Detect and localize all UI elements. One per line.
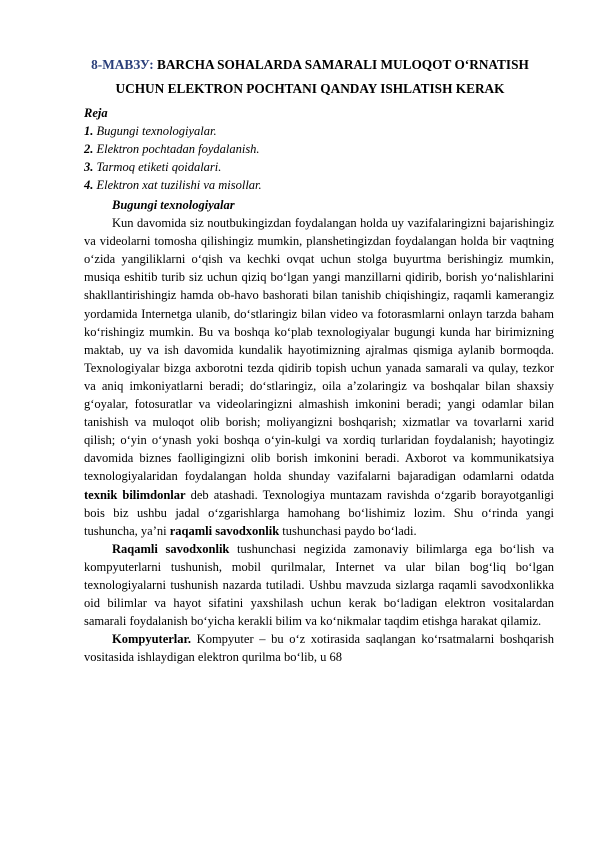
plan-item: 4. Elektron xat tuzilishi va misollar.	[84, 178, 262, 192]
plan-heading: Reja	[84, 106, 108, 120]
topic-number: 8-МАВЗУ:	[91, 57, 154, 72]
term-bold: Kompyuterlar.	[112, 632, 192, 647]
term-bold: raqamli savodxonlik	[169, 523, 280, 538]
term-bold: Raqamli savodxonlik	[112, 541, 230, 556]
section-heading: Bugungi texnologiyalar	[112, 198, 235, 212]
topic-title-text-1: BARCHA SOHALARDA SAMARALI MULOQOT O‘RNATISH	[156, 57, 529, 72]
plan-item: 1. Bugungi texnologiyalar.	[84, 124, 217, 138]
paragraph: Kun davomida siz noutbukingizdan foydalangan holda uy vazifalaringizni bajarishingiz va videolarni tomosha qilishingiz mumkin, planshetingizdan foydalangan holda bir vaqtning o‘zida yangiliklarni o‘qish va kechki ovqat uchun stolga buyurtma berishingiz mumkin, musiqa eshitib turib siz uchun qiziq bo‘lgan yangi manzillarni qidirib, borish yo‘nalishlarini shakllantirishingiz hamda ob-havo bashorati bilan tanishib chiqishingiz, raqamli kamerangiz yordamida Internetga ulanib, do‘stlaringiz bilan video va fotorasmlarni onlayn tarzda baham ko‘rishingiz mumkin. Bu va boshqa ko‘plab texnologiyalar bugungi kunda har birimizning maktab, uy va ish davomida kundalik hayotimizning ajralmas qismiga aylanib bormoqda. Texnologiyalar bizga axborotni tezda qidirib topish uchun yanada samarali va qulay, tezkor va aniq imkoniyatlarni beradi; do‘stlaringiz, oila a’zolaringiz va boshqalar bilan shaxsiy g‘oyalar, fotosuratlar va videolaringizni almashish imkonini beradi; yangi odamlar bilan tanishish va muloqot olib borish; moliyangizni boshqarish; xizmatlar va tovarlarni xarid qilish; o‘yin o‘ynash yoki boshqa o‘yin-kulgi va xordiq turlaridan foydalanish; hayotingiz davomida biznes faolligingizni olib borish imkonini beradi. Axborot va kommunikatsiya texnologiyalaridan foydalangan holda shunday vazifalarni bajaradigan odamlarni odatda texnik bilimdonlar deb atashadi. Texnologiya muntazam ravishda o‘zgarib borayotganligi bois biz ushbu jadal o‘zgarishlarga hamohang bo‘lishimiz lozim. Shu o‘rinda yangi tushuncha, ya’ni raqamli savodxonlik tushunchasi paydo bo‘ladi.	[84, 216, 555, 538]
term-bold: texnik bilimdonlar	[84, 487, 186, 502]
paragraph: Raqamli savodxonlik tushunchasi negizida zamonaviy bilimlarga ega bo‘lish va kompyuterlarni tushunish, mobil qurilmalar, Internet va ular bilan bog‘liq bo‘lgan texnologiyalarni tushunish nazarda tutiladi. Ushbu mavzuda sizlarga raqamli savodxonlikka oid bilimlar va hayot sifatini yaxshilash uchun kerak bo‘ladigan elektron vositalardan samarali foydalanish bo‘yicha kerakli bilim va ko‘nikmalar taqdim etishga harakat qilamiz.	[84, 541, 554, 629]
paragraph: Kompyuterlar. Kompyuter – bu o‘z xotirasida saqlangan ko‘rsatmalarni boshqarish vositasida ishlaydigan elektron qurilma bo‘lib, u 68	[84, 632, 554, 665]
plan-list	[84, 104, 262, 194]
plan-item: 2. Elektron pochtadan foydalanish.	[84, 142, 260, 156]
plan-item: 3. Tarmoq etiketi qoidalari.	[84, 160, 222, 174]
section-body	[84, 196, 554, 666]
topic-title-line-1	[60, 55, 560, 75]
topic-title-line-2: UCHUN ELEKTRON POCHTANI QANDAY ISHLATISH KERAK	[115, 81, 505, 96]
